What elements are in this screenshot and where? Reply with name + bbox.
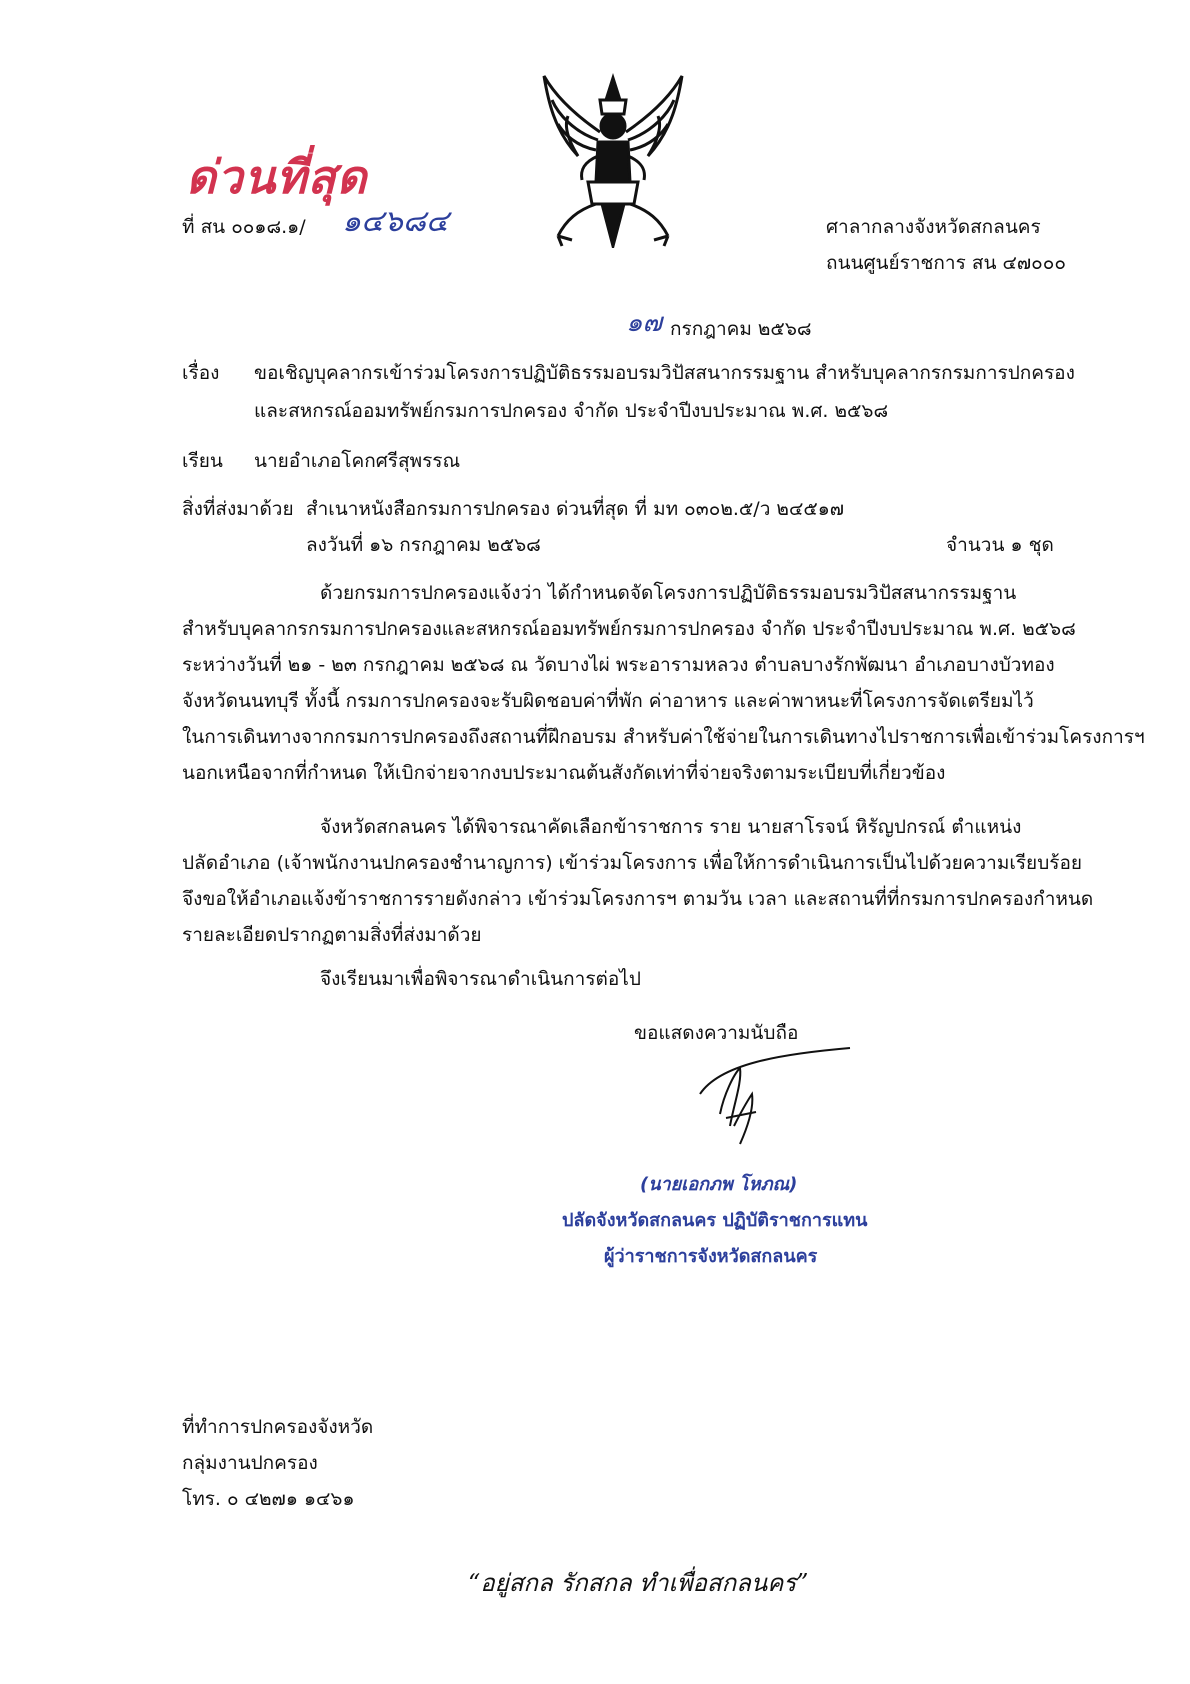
org-street: ถนนศูนย์ราชการ สน ๔๗๐๐๐ <box>826 251 1066 274</box>
recipient-label: เรียน <box>182 450 223 472</box>
enclosure-line-1: สำเนาหนังสือกรมการปกครอง ด่วนที่สุด ที่ มท ๐๓๐๒.๕/ว ๒๔๕๑๗ <box>306 498 845 520</box>
signatory-position-1: ปลัดจังหวัดสกลนคร ปฏิบัติราชการแทน <box>562 1210 868 1231</box>
subject-line-1: ขอเชิญบุคลากรเข้าร่วมโครงการปฏิบัติธรรมอบรมวิปัสสนากรรมฐาน สำหรับบุคลากรกรมการปกครอง <box>254 362 1075 384</box>
para1-line: ในการเดินทางจากกรมการปกครองถึงสถานที่ฝึกอบรม สำหรับค่าใช้จ่ายในการเดินทางไปราชการเพื่อเข้าร่วมโครงการฯ <box>182 726 1145 748</box>
para2-line: ปลัดอำเภอ (เจ้าพนักงานปกครองชำนาญการ) เข้าร่วมโครงการ เพื่อให้การดำเนินการเป็นไปด้วยความเรียบร้อย <box>182 852 1083 874</box>
regards: ขอแสดงความนับถือ <box>634 1022 799 1044</box>
footer-phone: โทร. ๐ ๔๒๗๑ ๑๔๖๑ <box>182 1488 355 1510</box>
para1-line: นอกเหนือจากที่กำหนด ให้เบิกจ่ายจากงบประมาณต้นสังกัดเท่าที่จ่ายจริงตามระเบียบที่เกี่ยวข้อง <box>182 762 946 784</box>
recipient-name: นายอำเภอโคกศรีสุพรรณ <box>254 450 461 472</box>
handwritten-signature <box>690 1034 860 1164</box>
org-name: ศาลากลางจังหวัดสกลนคร <box>826 216 1041 238</box>
para1-line: จังหวัดนนทบุรี ทั้งนี้ กรมการปกครองจะรับผิดชอบค่าที่พัก ค่าอาหาร และค่าพาหนะที่โครงการจัดเตรียมไว้ <box>182 690 1034 712</box>
enclosure-quantity: จำนวน ๑ ชุด <box>946 534 1054 556</box>
signatory-position-2: ผู้ว่าราชการจังหวัดสกลนคร <box>604 1246 818 1267</box>
subject-line-2: และสหกรณ์ออมทรัพย์กรมการปกครอง จำกัด ประจำปีงบประมาณ พ.ศ. ๒๕๖๘ <box>254 400 889 422</box>
reference-prefix: ที่ สน ๐๐๑๘.๑/ <box>182 216 306 238</box>
date-day-handwritten: ๑๗ <box>626 308 663 338</box>
closing-request: จึงเรียนมาเพื่อพิจารณาดำเนินการต่อไป <box>320 968 641 990</box>
para2-line: จึงขอให้อำเภอแจ้งข้าราชการรายดังกล่าว เข้าร่วมโครงการฯ ตามวัน เวลา และสถานที่ที่กรมการปกครองกำหนด <box>182 888 1094 910</box>
date-month-year: กรกฎาคม ๒๕๖๘ <box>670 318 812 340</box>
reference-number-handwritten: ๑๔๖๘๔ <box>342 204 449 239</box>
para2-line: รายละเอียดปรากฏตามสิ่งที่ส่งมาด้วย <box>182 924 482 946</box>
enclosure-label: สิ่งที่ส่งมาด้วย <box>182 498 294 520</box>
garuda-emblem-icon <box>538 70 688 248</box>
para1-line: ด้วยกรมการปกครองแจ้งว่า ได้กำหนดจัดโครงการปฏิบัติธรรมอบรมวิปัสสนากรรมฐาน <box>320 582 1017 604</box>
para1-line: ระหว่างวันที่ ๒๑ - ๒๓ กรกฎาคม ๒๕๖๘ ณ วัดบางไผ่ พระอารามหลวง ตำบลบางรักพัฒนา อำเภอบางบัวทอง <box>182 654 1055 676</box>
signatory-name: (นายเอกภพ โหภณ) <box>640 1174 798 1195</box>
slogan: “อยู่สกล รักสกล ทำเพื่อสกลนคร” <box>468 1569 809 1597</box>
para1-line: สำหรับบุคลากรกรมการปกครองและสหกรณ์ออมทรัพย์กรมการปกครอง จำกัด ประจำปีงบประมาณ พ.ศ. ๒๕๖๘ <box>182 618 1076 640</box>
organization-address <box>826 216 1066 288</box>
para2-line: จังหวัดสกลนคร ได้พิจารณาคัดเลือกข้าราชการ ราย นายสาโรจน์ หิรัญปกรณ์ ตำแหน่ง <box>320 816 1022 838</box>
footer-division: กลุ่มงานปกครอง <box>182 1452 318 1474</box>
subject-label: เรื่อง <box>182 362 220 384</box>
enclosure-line-2: ลงวันที่ ๑๖ กรกฎาคม ๒๕๖๘ <box>306 534 541 556</box>
urgency-stamp: ด่วนที่สุด <box>186 150 368 204</box>
footer-office: ที่ทำการปกครองจังหวัด <box>182 1416 374 1438</box>
